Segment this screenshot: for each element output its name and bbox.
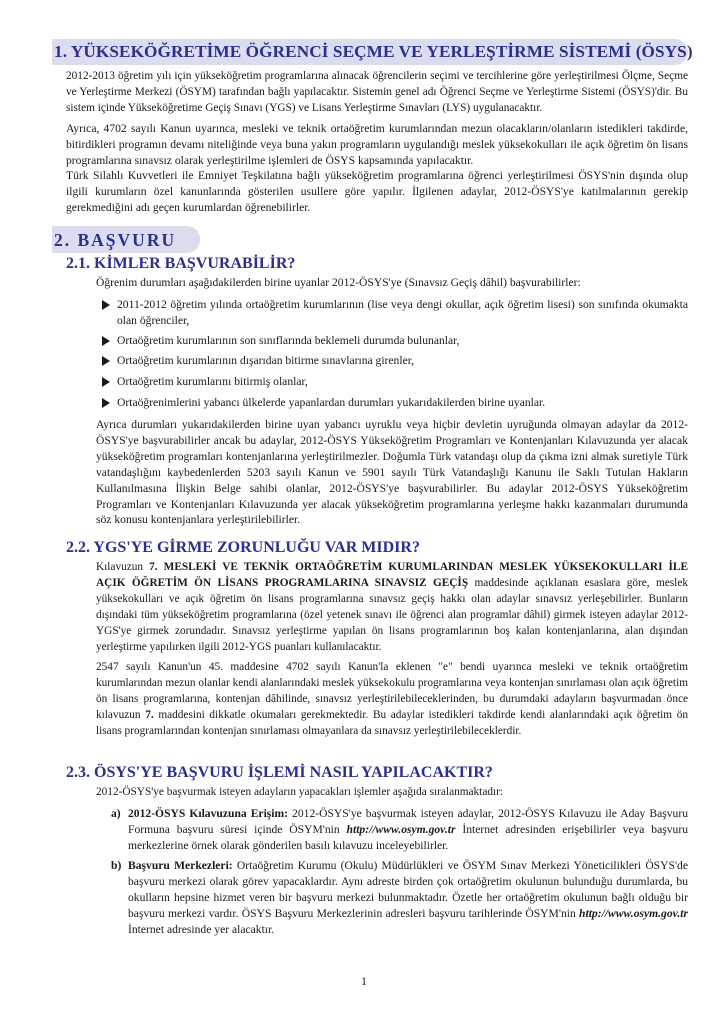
text-run: Ortaöğretim Kurumu (Okulu) Müdürlükleri ve ÖSYM Sınav Merkezi Yöneticilikleri ÖSYS'de başvuru merkezi olarak görev yapacaklardır. Aynı adreste birden çok ortaöğretim okulunun bulunduğu durumlarda, bu okulların hepsine hizmet veren bir başvuru merkezi bulunmaktadır. Özetle her ortaöğretim okulunun bağlı olduğu bir başvuru merkezi vardır. ÖSYS Başvuru Merkezlerinin adresleri başvuru tarihlerinde ÖSYM'nin — [128, 859, 688, 920]
section-heading-1 — [52, 39, 693, 65]
list-item — [102, 297, 688, 329]
text-run: İnternet adresinde yer alacaktır. — [128, 922, 275, 936]
list-item-text: Ortaöğretim kurumlarının dışarıdan bitirme sınavlarına girenler, — [117, 354, 415, 367]
triangle-bullet-icon — [102, 300, 110, 310]
list-item — [102, 333, 688, 349]
triangle-bullet-icon — [102, 377, 110, 387]
list-item-text — [128, 858, 688, 938]
subsection-title-2-2: 2.2. YGS'YE GİRME ZORUNLUĞU VAR MIDIR? — [66, 539, 420, 556]
section-heading-2 — [52, 226, 200, 253]
triangle-bullet-icon — [102, 336, 110, 346]
text-run: 2012-ÖSYS'ye başvurmak isteyen adaylar, 2012-ÖSYS Kılavuzu ile Aday Başvuru Formuna başvuru süresi içinde ÖSYM'nin — [128, 807, 688, 836]
text-run: İnternet adresinden erişebilirler veya başvuru merkezlerine örnek olarak gönderilen basılı kılavuzu inceleyebilirler. — [128, 822, 688, 852]
text-run: 2547 sayılı Kanun'un 45. maddesine 4702 sayılı Kanun'la eklenen "e" bendi uyarınca mesleki ve teknik ortaöğretim kurumlarından mezun olanlar kendi alanlarındaki meslek yüksekokulu programlarına veya kontenjan sınırlaması olan açık öğretim ön lisans programlarına, kontenjan dâhilinde, sınavsız yerleştirilebileceklerinden, bu durumdaki adayların başvurmadan önce kılavuzun — [96, 661, 688, 721]
subsection-2-1-lead: Öğrenim durumları aşağıdakilerden birine uyanlar 2012-ÖSYS'ye (Sınavsız Geçiş dâhil) başvurabilirler: — [96, 276, 581, 289]
list-item — [102, 353, 688, 369]
subsection-2-2-paragraph-2 — [96, 660, 688, 740]
intro-paragraph-1: 2012-2013 öğretim yılı için yükseköğretim programlarına alınacak öğrencilerin seçimi ve tercihlerine göre yerleştirilmesi Ölçme, Seçme ve Yerleştirme Merkezi (ÖSYM) tarafından bağlı yapılacaktır. Sistemin genel adı Öğrenci Seçme ve Yerleştirme Sistemi (ÖSYS)'dir. Bu sistem içinde Yükseköğretime Geçiş Sınavı (YGS) ve Lisans Yerleştirme Sınavları (LYS) uygulanacaktır. — [66, 70, 688, 114]
list-item-a — [111, 806, 688, 854]
intro-paragraph-3: Türk Silahlı Kuvvetleri ile Emniyet Teşkilatına bağlı yükseköğretim programlarına öğrenci yerleştirilmesi ÖSYS'nin dışında olup ilgili kurumların özel kanunlarında gösterilen usullere göre yapılır. İlgilenen adaylar, 2012-ÖSYS'ye katılmalarının gerekip gerekmediğini adı geçen kurumlardan öğrenebilirler. — [66, 169, 688, 214]
subsection-title-2-1: 2.1. KİMLER BAŞVURABİLİR? — [66, 255, 296, 272]
section-heading-2-text: 2. BAŞVURU — [54, 230, 177, 250]
subsection-2-2-paragraph-1 — [96, 560, 688, 655]
section-heading-1-text: 1. YÜKSEKÖĞRETİME ÖĞRENCİ SEÇME VE YERLEŞTİRME SİSTEMİ (ÖSYS) — [54, 42, 693, 61]
list-item-b — [111, 858, 688, 938]
text-run: maddesinde açıklanan esaslara göre, meslek yüksekokulları ve açık öğretim ön lisans programlarına sınavsız geçiş hakkı olan adaylar sınavsız yerleşebilirler. Bunların dışındaki tüm yükseköğretim programlarına (özel yetenek sınavı ile öğrenci alan programlar dâhil) girmek isteyen adaylar 2012-YGS'ye girmek zorundadır. Sınavsız yerleştirme yapılan ön lisans programlarının boş kalan kontenjanlarına, alan dışından yerleştirme yapılırken ilgili 2012-YGS puanları kullanılacaktır. — [96, 576, 688, 653]
list-item-text: Ortaöğretim kurumlarını bitirmiş olanlar, — [117, 375, 308, 388]
item-title: Başvuru Merkezleri: — [128, 859, 233, 872]
item-title: 2012-ÖSYS Kılavuzuna Erişim: — [128, 807, 289, 820]
text-run: Kılavuzun — [96, 561, 150, 573]
intro-paragraph-2: Ayrıca, 4702 sayılı Kanun uyarınca, mesleki ve teknik ortaöğretim kurumlarından mezun olacakların/olanların istedikleri takdirde, bitirdikleri programın devamı niteliğinde veya buna yakın programların uygulandığı meslek yüksekokulları ile açık öğretim ön lisans programlarına sınavsız olarak yerleştirilme işlemleri de ÖSYS kapsamında yapılacaktır. — [66, 122, 688, 167]
subsection-2-1-paragraph: Ayrıca durumları yukarıdakilerden birine uyan yabancı uyruklu veya hiçbir devletin uyruğunda olmayan adaylar da 2012-ÖSYS'ye başvurabilirler ancak bu adaylar, 2012-ÖSYS Yükseköğretim Programları ve Kontenjanları Kılavuzunda yer alacak yükseköğretim programları kontenjanlarına yerleştirilmezler. Doğumla Türk vatandaşı olup da çıkma izni almak suretiyle Türk vatandaşlığını kaybedenlerden 5203 sayılı Kanun ve 5901 sayılı Türk Vatandaşlığı Kanunu ile Saklı Tutulan Hakların Kullanılmasına İlişkin Belge sahibi olanlar, 2012-ÖSYS'ye başvurabilirler. Bu adaylar 2012-ÖSYS Yükseköğretim Programları ve Kontenjanları Kılavuzunda yer alacak yükseköğretim programlarına yerleşme hakkı kazanmaları durumunda söz konusu kontenjanlara yerleştirilebilirler. — [96, 418, 688, 527]
triangle-bullet-icon — [102, 356, 110, 366]
subsection-2-3-lead: 2012-ÖSYS'ye başvurmak isteyen adayların yapacakları işlemler aşağıda sıralanmaktadır: — [96, 786, 504, 798]
list-item-text: 2011-2012 öğretim yılında ortaöğretim kurumlarının (lise veya dengi okullar, açık öğretim lisesi) son sınıfında okumakta olan öğrenciler, — [117, 298, 688, 327]
list-item-text: Ortaöğretim kurumlarının son sınıflarında beklemeli durumda bulunanlar, — [117, 334, 460, 347]
article-number: 7. — [145, 708, 154, 721]
url-link[interactable]: http://www.osym.gov.tr — [346, 822, 456, 836]
list-item-text — [128, 806, 688, 854]
url-link[interactable]: http://www.osym.gov.tr — [579, 906, 688, 920]
page-number: 1 — [361, 974, 367, 988]
subsection-title-2-3: 2.3. ÖSYS'YE BAŞVURU İŞLEMİ NASIL YAPILACAKTIR? — [66, 764, 493, 781]
list-label: b) — [111, 859, 122, 872]
text-run: maddesini dikkatle okumaları gerekmektedir. Bu adaylar istedikleri takdirde kendi alanlarındaki açık öğretim ön lisans programlarından kontenjan sınırlaması olmayanlara da sınavsız yerleştirilebileceklerdir. — [96, 708, 688, 737]
list-label: a) — [111, 807, 121, 820]
list-item — [102, 374, 688, 390]
triangle-bullet-icon — [102, 398, 110, 408]
article-reference: 7. MESLEKİ VE TEKNİK ORTAÖĞRETİM KURUMLARINDAN MESLEK YÜKSEKOKULLARI İLE AÇIK ÖĞRETİM ÖN LİSANS PROGRAMLARINA SINAVSIZ GEÇİŞ — [96, 561, 688, 589]
list-item — [102, 395, 688, 411]
list-item-text: Ortaöğrenimlerini yabancı ülkelerde yapanlardan durumları yukarıdakilerden birine uyanlar. — [117, 396, 546, 409]
